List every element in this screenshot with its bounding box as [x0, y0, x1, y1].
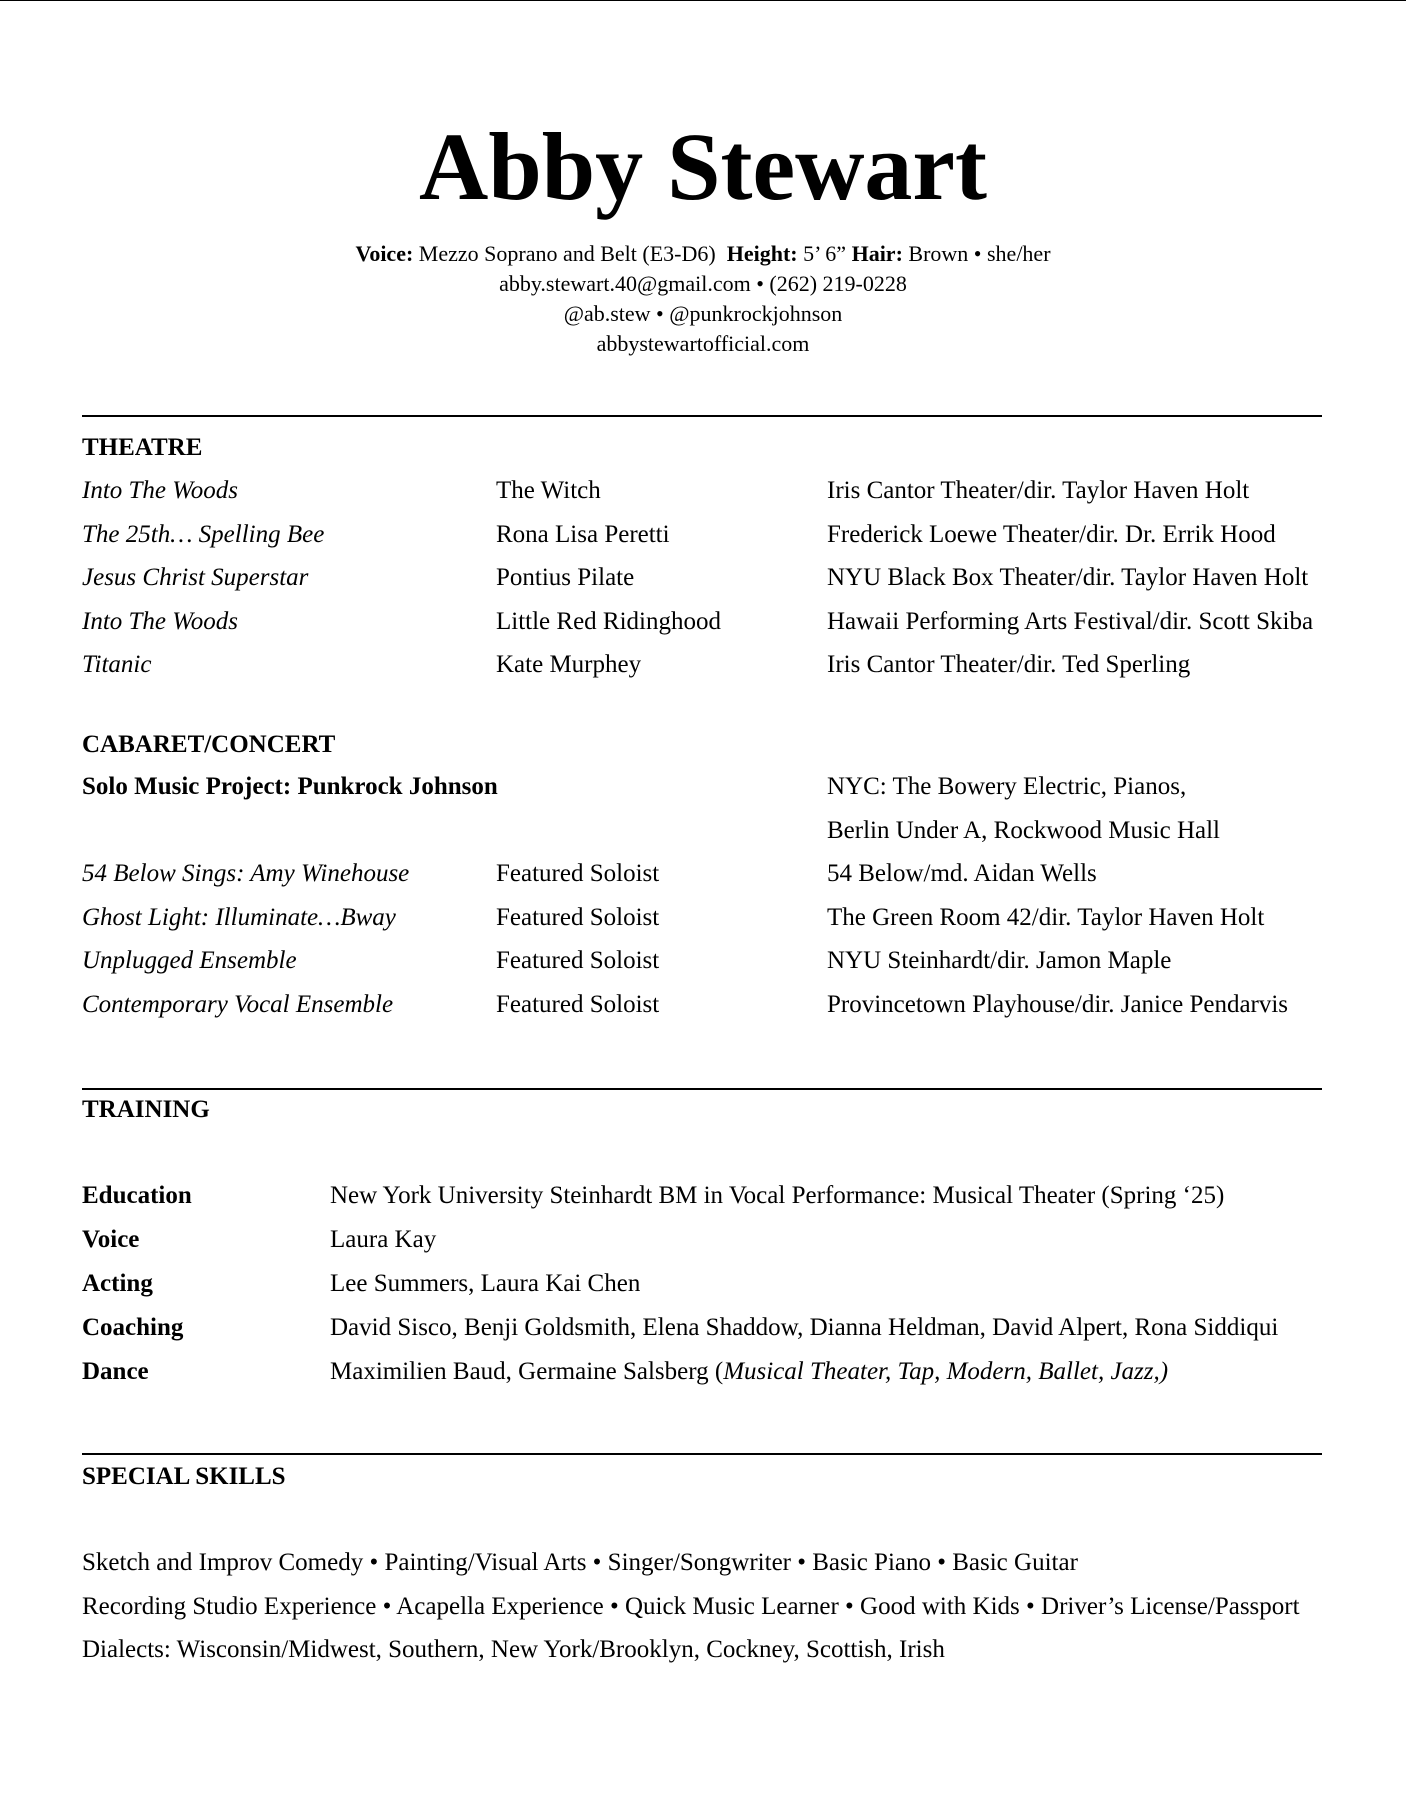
- credit-role: Pontius Pilate: [496, 564, 635, 591]
- credit-venue: Frederick Loewe Theater/dir. Dr. Errik Hood: [827, 521, 1276, 548]
- credit-show: Unplugged Ensemble: [82, 947, 297, 974]
- credit-show: Into The Woods: [82, 477, 239, 504]
- training-row: [82, 1174, 1342, 1218]
- credit-row: [82, 469, 1342, 513]
- training-row: [82, 1218, 1342, 1262]
- dance-styles: Musical Theater, Tap, Modern, Ballet, Jazz,): [723, 1358, 1169, 1385]
- training-label: Voice: [82, 1226, 140, 1253]
- credit-row: [82, 896, 1342, 940]
- divider-skills: [82, 1453, 1322, 1455]
- training-value: Laura Kay: [330, 1226, 437, 1253]
- credit-row: [82, 983, 1342, 1027]
- credit-venue: NYU Steinhardt/dir. Jamon Maple: [827, 947, 1172, 974]
- credit-role: Featured Soloist: [496, 947, 660, 974]
- credit-show: Contemporary Vocal Ensemble: [82, 991, 394, 1018]
- credit-show: Into The Woods: [82, 608, 239, 635]
- skills-line: Recording Studio Experience • Acapella Experience • Quick Music Learner • Good with Kids • Driver’s License/Passport: [82, 1592, 1300, 1620]
- credit-venue: Provincetown Playhouse/dir. Janice Pendarvis: [827, 991, 1289, 1018]
- credit-role: Featured Soloist: [496, 904, 660, 931]
- credit-row: [82, 600, 1342, 644]
- website: abbystewartofficial.com: [596, 331, 810, 356]
- credit-role: Rona Lisa Peretti: [496, 521, 670, 548]
- credit-role: Little Red Ridinghood: [496, 608, 721, 635]
- social-line: @ab.stew • @punkrockjohnson: [563, 301, 843, 326]
- training-value: Lee Summers, Laura Kai Chen: [330, 1270, 641, 1297]
- training-value: David Sisco, Benji Goldsmith, Elena Shaddow, Dianna Heldman, David Alpert, Rona Siddiqui: [330, 1314, 1279, 1341]
- credit-venue: Iris Cantor Theater/dir. Taylor Haven Holt: [827, 477, 1250, 504]
- voice-value: Mezzo Soprano and Belt (E3-D6): [418, 241, 716, 266]
- credit-venue: Hawaii Performing Arts Festival/dir. Scott Skiba: [827, 608, 1314, 635]
- training-row: [82, 1306, 1342, 1350]
- contact-line: abby.stewart.40@gmail.com • (262) 219-0228: [499, 271, 907, 296]
- credit-show: The 25th… Spelling Bee: [82, 521, 325, 548]
- divider-theatre: [82, 415, 1322, 417]
- training-row-dance: [82, 1350, 1342, 1394]
- credit-venue: NYU Black Box Theater/dir. Taylor Haven Holt: [827, 564, 1309, 591]
- divider-training: [82, 1088, 1322, 1090]
- skills-line: Dialects: Wisconsin/Midwest, Southern, New York/Brooklyn, Cockney, Scottish, Irish: [82, 1636, 945, 1663]
- header-info: [0, 239, 1406, 359]
- credit-role: The Witch: [496, 477, 601, 504]
- hair-value: Brown • she/her: [908, 241, 1051, 266]
- credit-role: Featured Soloist: [496, 991, 660, 1018]
- credit-row: [82, 939, 1342, 983]
- training-label: Education: [82, 1182, 192, 1209]
- project-row-continued: [82, 809, 1342, 853]
- credit-row: [82, 643, 1342, 687]
- credit-show: Jesus Christ Superstar: [82, 564, 309, 591]
- section-title-theatre: THEATRE: [82, 434, 203, 461]
- section-title-training: TRAINING: [82, 1096, 210, 1123]
- stats-line: [0, 239, 1406, 269]
- training-label: Dance: [82, 1358, 149, 1385]
- credit-show: Ghost Light: Illuminate…Bway: [82, 904, 396, 931]
- section-title-skills: SPECIAL SKILLS: [82, 1463, 286, 1490]
- training-value: [330, 1350, 1168, 1394]
- credit-show: Titanic: [82, 651, 152, 678]
- skills-line: Sketch and Improv Comedy • Painting/Visual Arts • Singer/Songwriter • Basic Piano • Basic Guitar: [82, 1549, 1078, 1576]
- training-label: Coaching: [82, 1314, 184, 1341]
- project-venue-line1: NYC: The Bowery Electric, Pianos,: [827, 773, 1187, 800]
- resume-name: Abby Stewart: [419, 113, 987, 220]
- credit-show: 54 Below Sings: Amy Winehouse: [82, 860, 410, 887]
- credit-row: [82, 556, 1342, 600]
- credit-role: Featured Soloist: [496, 860, 660, 887]
- credit-venue: 54 Below/md. Aidan Wells: [827, 860, 1097, 887]
- height-label: Height:: [726, 241, 798, 266]
- credit-venue: Iris Cantor Theater/dir. Ted Sperling: [827, 651, 1191, 678]
- project-venue-line2: Berlin Under A, Rockwood Music Hall: [827, 817, 1221, 844]
- credit-row: [82, 513, 1342, 557]
- section-title-cabaret: CABARET/CONCERT: [82, 731, 336, 758]
- dance-teachers: Maximilien Baud, Germaine Salsberg (: [330, 1358, 724, 1385]
- voice-label: Voice:: [355, 241, 414, 266]
- project-label: Solo Music Project: Punkrock Johnson: [82, 773, 498, 800]
- project-row: [82, 765, 1342, 809]
- training-label: Acting: [82, 1270, 153, 1297]
- hair-label: Hair:: [851, 241, 903, 266]
- skills-list: [82, 1541, 1342, 1672]
- training-value: New York University Steinhardt BM in Vocal Performance: Musical Theater (Spring ‘25): [330, 1182, 1225, 1209]
- credit-row: [82, 852, 1342, 896]
- credit-role: Kate Murphey: [496, 651, 642, 678]
- credit-venue: The Green Room 42/dir. Taylor Haven Holt: [827, 904, 1265, 931]
- training-row: [82, 1262, 1342, 1306]
- height-value: 5’ 6”: [803, 241, 847, 266]
